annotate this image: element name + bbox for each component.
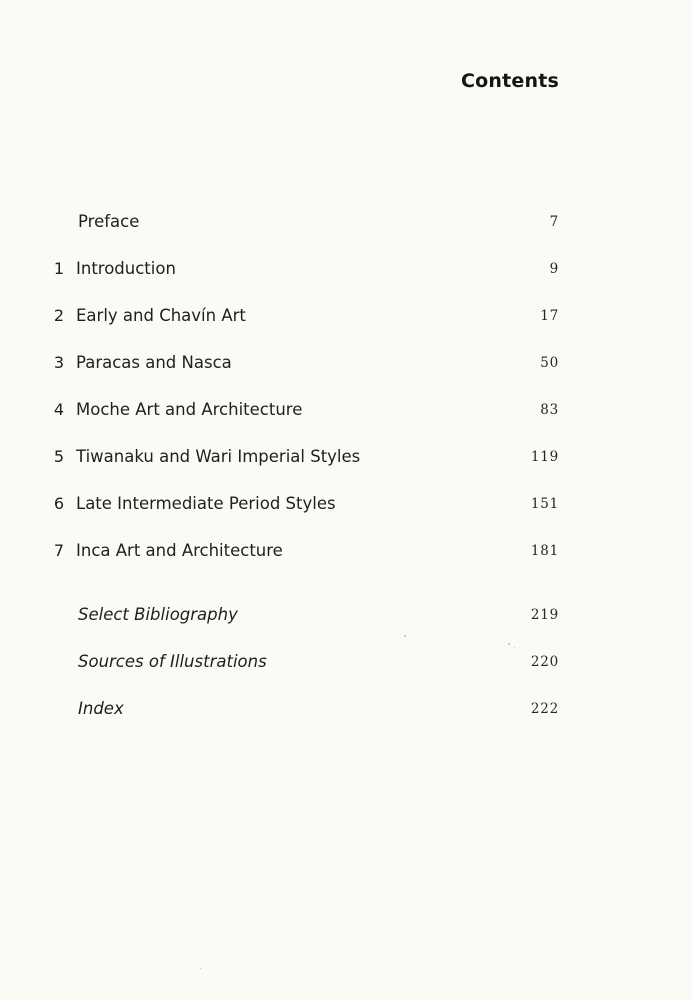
toc-entry-page-number: 220 <box>530 654 559 670</box>
chapter-number: 2 <box>53 306 64 325</box>
chapter-number: 5 <box>53 447 64 466</box>
toc-entry-label: Late Intermediate Period Styles <box>76 494 336 513</box>
toc-entry-label: Early and Chavín Art <box>76 306 246 325</box>
toc-entry-label: Introduction <box>76 259 176 278</box>
chapter-number: 7 <box>53 541 64 560</box>
toc-entry-index[interactable] <box>0 696 692 722</box>
toc-entry-chapter-2[interactable] <box>0 303 692 329</box>
toc-entry-label: Sources of Illustrations <box>78 652 267 671</box>
chapter-number: 3 <box>53 353 64 372</box>
toc-entry-page-number: 50 <box>540 355 559 371</box>
toc-entry-page-number: 181 <box>530 543 559 559</box>
toc-entry-label: Preface <box>78 212 140 231</box>
toc-entry-chapter-7[interactable] <box>0 538 692 564</box>
toc-entry-label: Tiwanaku and Wari Imperial Styles <box>76 447 361 466</box>
toc-entry-label: Select Bibliography <box>78 605 238 624</box>
toc-entry-label: Paracas and Nasca <box>76 353 232 372</box>
toc-entry-chapter-4[interactable] <box>0 397 692 423</box>
chapter-number: 1 <box>53 259 64 278</box>
chapter-number: 4 <box>53 400 64 419</box>
paper-speck <box>514 647 515 648</box>
paper-speck <box>200 968 201 969</box>
toc-entry-page-number: 83 <box>540 402 559 418</box>
toc-entry-page-number: 119 <box>530 449 559 465</box>
toc-entry-chapter-3[interactable] <box>0 350 692 376</box>
toc-entry-page-number: 17 <box>540 308 559 324</box>
toc-entry-page-number: 9 <box>549 261 559 277</box>
toc-entry-chapter-5[interactable] <box>0 444 692 470</box>
toc-entry-page-number: 219 <box>530 607 559 623</box>
toc-entry-chapter-1[interactable] <box>0 256 692 282</box>
toc-entry-sources-of-illustrations[interactable] <box>0 649 692 675</box>
chapter-number: 6 <box>53 494 64 513</box>
page-title: Contents <box>460 70 559 92</box>
toc-entry-label: Index <box>78 699 124 718</box>
toc-entry-page-number: 222 <box>530 701 559 717</box>
toc-entry-page-number: 151 <box>530 496 559 512</box>
paper-speck <box>404 635 406 637</box>
toc-entry-label: Inca Art and Architecture <box>76 541 283 560</box>
toc-entry-page-number: 7 <box>549 214 559 230</box>
toc-entry-chapter-6[interactable] <box>0 491 692 517</box>
toc-entry-preface[interactable] <box>0 209 692 235</box>
toc-entry-label: Moche Art and Architecture <box>76 400 303 419</box>
toc-entry-bibliography[interactable] <box>0 602 692 628</box>
paper-speck <box>508 643 510 645</box>
